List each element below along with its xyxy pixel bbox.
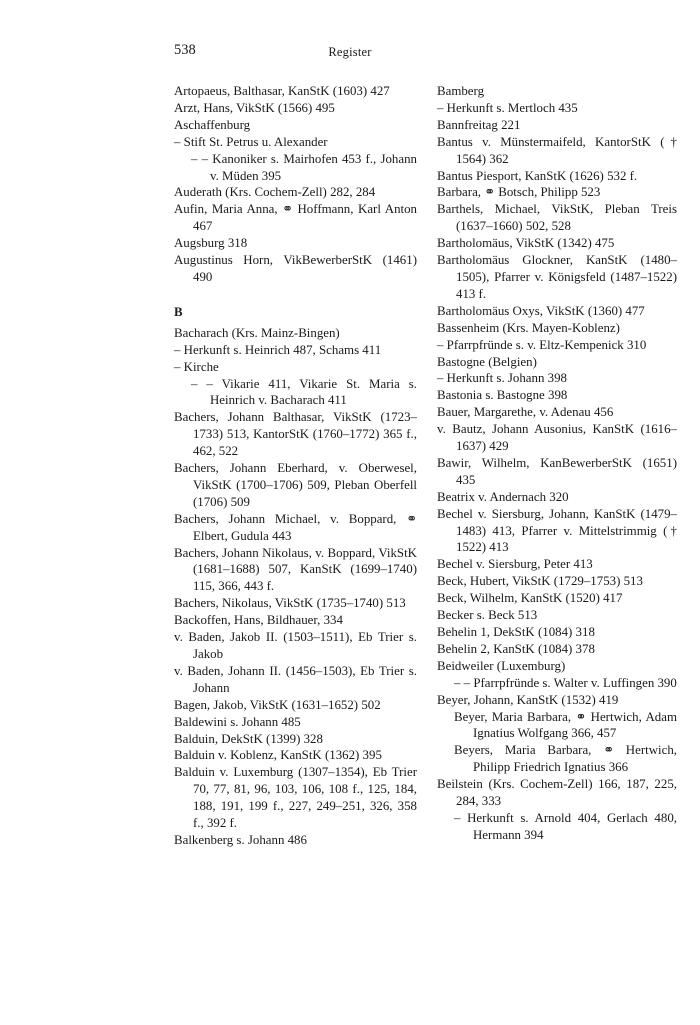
index-entry: Bastonia s. Bastogne 398 — [437, 388, 568, 403]
index-entry: Beck, Wilhelm, KanStK (1520) 417 — [437, 591, 623, 606]
index-entry: Artopaeus, Balthasar, KanStK (1603) 427 — [174, 84, 390, 98]
index-entry: Arzt, Hans, VikStK (1566) 495 — [174, 100, 335, 115]
index-entry: Balduin v. Koblenz, KanStK (1362) 395 — [174, 748, 382, 763]
index-entry: Bartholomäus Glockner, KanStK (1480–1505), Pfarrer v. Königsfeld (1487–1522) 413 f. — [437, 253, 677, 301]
index-entry: Balduin v. Luxemburg (1307–1354), Eb Trier 70, 77, 81, 96, 103, 106, 108 f., 125, 184, 188, 191, 199 f., 227, 249–251, 326, 358 f., 392 f. — [174, 765, 417, 831]
index-entry: Beidweiler (Luxemburg) — [437, 658, 566, 673]
index-entry: Bechel v. Siersburg, Johann, KanStK (1479–1483) 413, Pfarrer v. Mittelstrimmig († 1522) 413 — [437, 506, 677, 555]
index-entry: Bachers, Johann Eberhard, v. Oberwesel, VikStK (1700–1706) 509, Pleban Oberfell (1706) 509 — [174, 461, 417, 509]
index-entry: – Stift St. Petrus u. Alexander — [174, 134, 328, 149]
right-column — [437, 83, 677, 844]
index-entry: – Herkunft s. Johann 398 — [437, 371, 567, 386]
running-head: Register — [328, 45, 372, 59]
index-entry: Beck, Hubert, VikStK (1729–1753) 513 — [437, 574, 643, 589]
index-entry: Bannfreitag 221 — [437, 117, 521, 132]
index-entry: Bacharach (Krs. Mainz-Bingen) — [174, 325, 340, 340]
left-column — [174, 83, 417, 849]
index-entry: Bauer, Margarethe, v. Adenau 456 — [437, 405, 614, 420]
index-entry: Bagen, Jakob, VikStK (1631–1652) 502 — [174, 697, 381, 712]
index-entry: v. Baden, Johann II. (1456–1503), Eb Trier s. Johann — [174, 663, 417, 695]
index-entry: Bawir, Wilhelm, KanBewerberStK (1651) 435 — [437, 455, 677, 487]
index-entry: – – Pfarrpfründe s. Walter v. Luffingen 390 — [454, 675, 677, 690]
index-entry: Augsburg 318 — [174, 236, 248, 251]
index-entry: Aufin, Maria Anna, ⚭ Hoffmann, Karl Anton 467 — [174, 202, 417, 234]
index-entry: – – Vikarie 411, Vikarie St. Maria s. Heinrich v. Bacharach 411 — [191, 376, 417, 408]
index-entry: Beyer, Maria Barbara, ⚭ Hertwich, Adam Ignatius Wolfgang 366, 457 — [454, 709, 677, 741]
index-entry: v. Bautz, Johann Ausonius, KanStK (1616–1637) 429 — [437, 422, 677, 454]
index-entry: Beilstein (Krs. Cochem-Zell) 166, 187, 225, 284, 333 — [437, 777, 677, 809]
index-entry: – Herkunft s. Arnold 404, Gerlach 480, Hermann 394 — [454, 810, 677, 842]
index-entry: Behelin 2, KanStK (1084) 378 — [437, 641, 595, 656]
index-entry: Behelin 1, DekStK (1084) 318 — [437, 625, 595, 639]
index-entry: Beatrix v. Andernach 320 — [437, 489, 569, 504]
index-entry: Aschaffenburg — [174, 117, 251, 132]
index-entry: – Pfarrpfründe s. v. Eltz-Kempenick 310 — [437, 337, 647, 352]
index-entry: Backoffen, Hans, Bildhauer, 334 — [174, 613, 343, 628]
index-entry: Bechel v. Siersburg, Peter 413 — [437, 557, 593, 572]
index-entry: Bassenheim (Krs. Mayen-Koblenz) — [437, 320, 620, 335]
index-entry: – Herkunft s. Heinrich 487, Schams 411 — [174, 342, 382, 357]
index-entry: Balkenberg s. Johann 486 — [174, 832, 307, 847]
index-entry: Becker s. Beck 513 — [437, 608, 538, 623]
index-entry: Baldewini s. Johann 485 — [174, 714, 301, 729]
section-letter: B — [174, 304, 183, 319]
index-entry: Bartholomäus Oxys, VikStK (1360) 477 — [437, 303, 645, 318]
index-entry: – – Kanoniker s. Mairhofen 453 f., Johann v. Müden 395 — [191, 151, 417, 183]
index-entry: Bastogne (Belgien) — [437, 354, 537, 369]
index-entry: Bachers, Johann Michael, v. Boppard, ⚭ Elbert, Gudula 443 — [174, 511, 417, 543]
index-entry: Barbara, ⚭ Botsch, Philipp 523 — [437, 185, 601, 200]
index-entry: Balduin, DekStK (1399) 328 — [174, 731, 323, 746]
index-entry: Bartholomäus, VikStK (1342) 475 — [437, 236, 615, 251]
index-entry: Bachers, Johann Nikolaus, v. Boppard, VikStK (1681–1688) 507, KanStK (1699–1740) 115, 366, 443 f. — [174, 545, 417, 594]
index-entry: Bachers, Johann Balthasar, VikStK (1723–1733) 513, KantorStK (1760–1772) 365 f., 462, 522 — [174, 410, 417, 459]
index-entry: Auderath (Krs. Cochem-Zell) 282, 284 — [174, 185, 376, 200]
index-entry: Augustinus Horn, VikBewerberStK (1461) 490 — [174, 253, 417, 284]
index-entry: Bachers, Nikolaus, VikStK (1735–1740) 513 — [174, 596, 406, 611]
left-block-b — [174, 325, 417, 849]
index-entry: Bamberg — [437, 84, 485, 98]
index-entry: v. Baden, Jakob II. (1503–1511), Eb Trier s. Jakob — [174, 630, 417, 661]
index-entry: – Herkunft s. Mertloch 435 — [437, 100, 578, 115]
page-number: 538 — [174, 42, 196, 58]
index-entry: Barthels, Michael, VikStK, Pleban Treis (1637–1660) 502, 528 — [437, 202, 677, 234]
index-entry: – Kirche — [174, 359, 219, 374]
left-block-a — [174, 83, 417, 286]
index-entry: Bantus v. Münstermaifeld, KantorStK († 1564) 362 — [437, 134, 677, 166]
index-entry: Beyer, Johann, KanStK (1532) 419 — [437, 692, 619, 707]
index-entry: Beyers, Maria Barbara, ⚭ Hertwich, Philipp Friedrich Ignatius 366 — [454, 743, 677, 775]
index-entry: Bantus Piesport, KanStK (1626) 532 f. — [437, 168, 638, 183]
